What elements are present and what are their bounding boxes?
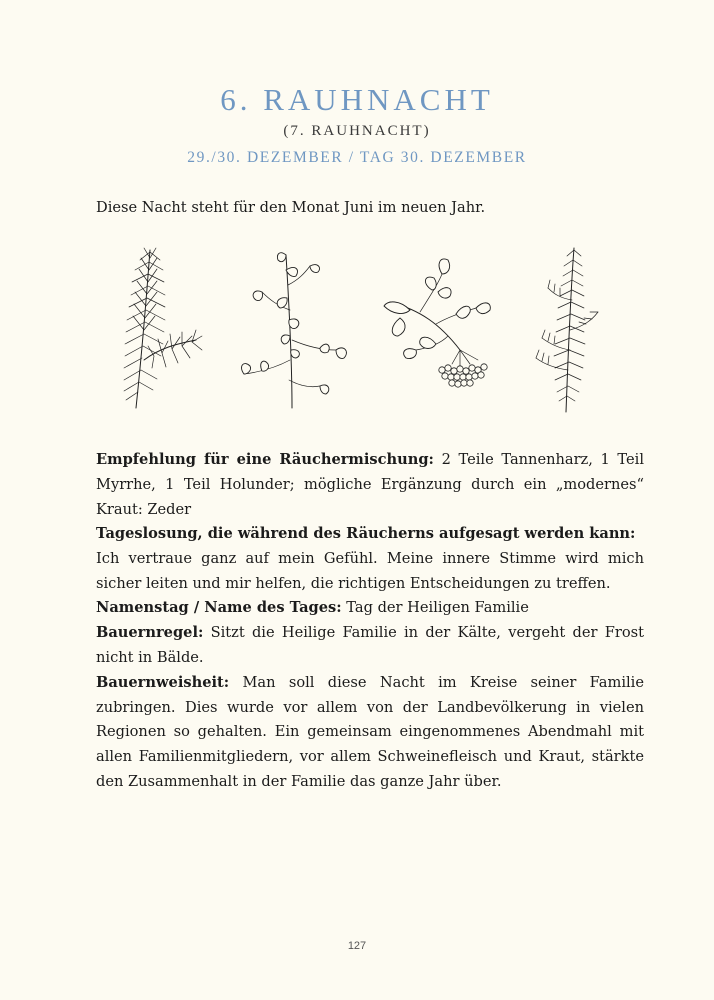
farmer-rule-text: Sitzt die Heilige Familie in der Kälte, vergeht der Frost nicht in Bälde. — [96, 624, 644, 666]
farmer-rule-paragraph — [96, 621, 644, 671]
plant-illustrations — [110, 240, 610, 415]
nameday-text: Tag der Heiligen Familie — [341, 599, 529, 617]
incense-mix-label: Empfehlung für eine Räuchermischung: — [96, 451, 434, 468]
farmer-wisdom-text: Man soll diese Nacht im Kreise seiner Familie zubringen. Dies wurde vor allem von der Landbevölkerung in vielen Regionen so gehalten. Ein gemeinsam eingenommenes Abendmahl mit allen Familienmitgliedern, vor allem Schweinefleisch und Kraut, stärkte den Zusammenhalt in der Familie das ganze Jahr über. — [96, 673, 644, 790]
pine-branch-icon — [124, 248, 202, 408]
incense-mix-text: 2 Teile Tannenharz, 1 Teil Myrrhe, 1 Teil Holunder; mögliche Ergänzung durch ein „modernes“ Kraut: Zeder — [96, 451, 644, 518]
chapter-title: 6. RAUHNACHT — [220, 82, 494, 117]
incense-mix-paragraph — [96, 448, 644, 522]
elder-branch-icon — [384, 259, 490, 387]
motto-paragraph — [96, 522, 644, 596]
nameday-paragraph — [96, 596, 644, 621]
farmer-wisdom-label: Bauernweisheit: — [96, 673, 230, 691]
farmer-wisdom-paragraph — [96, 671, 644, 795]
details-section — [96, 522, 644, 795]
chapter-subtitle: (7. RAUHNACHT) — [283, 123, 431, 139]
motto-label: Tageslosung, die während des Räucherns aufgesagt werden kann: — [96, 525, 636, 542]
page-number: 127 — [347, 940, 367, 952]
motto-text: Ich vertraue ganz auf mein Gefühl. Meine innere Stimme wird mich sicher leiten und mir helfen, die richtigen Entscheidungen zu treffen. — [96, 549, 644, 592]
farmer-rule-label: Bauernregel: — [96, 624, 204, 642]
nameday-label: Namenstag / Name des Tages: — [96, 599, 342, 617]
intro-text: Diese Nacht steht für den Monat Juni im neuen Jahr. — [96, 199, 486, 216]
myrrh-branch-icon — [242, 253, 347, 408]
chapter-date: 29./30. DEZEMBER / TAG 30. DEZEMBER — [187, 149, 527, 166]
cedar-sprig-icon — [536, 248, 598, 412]
